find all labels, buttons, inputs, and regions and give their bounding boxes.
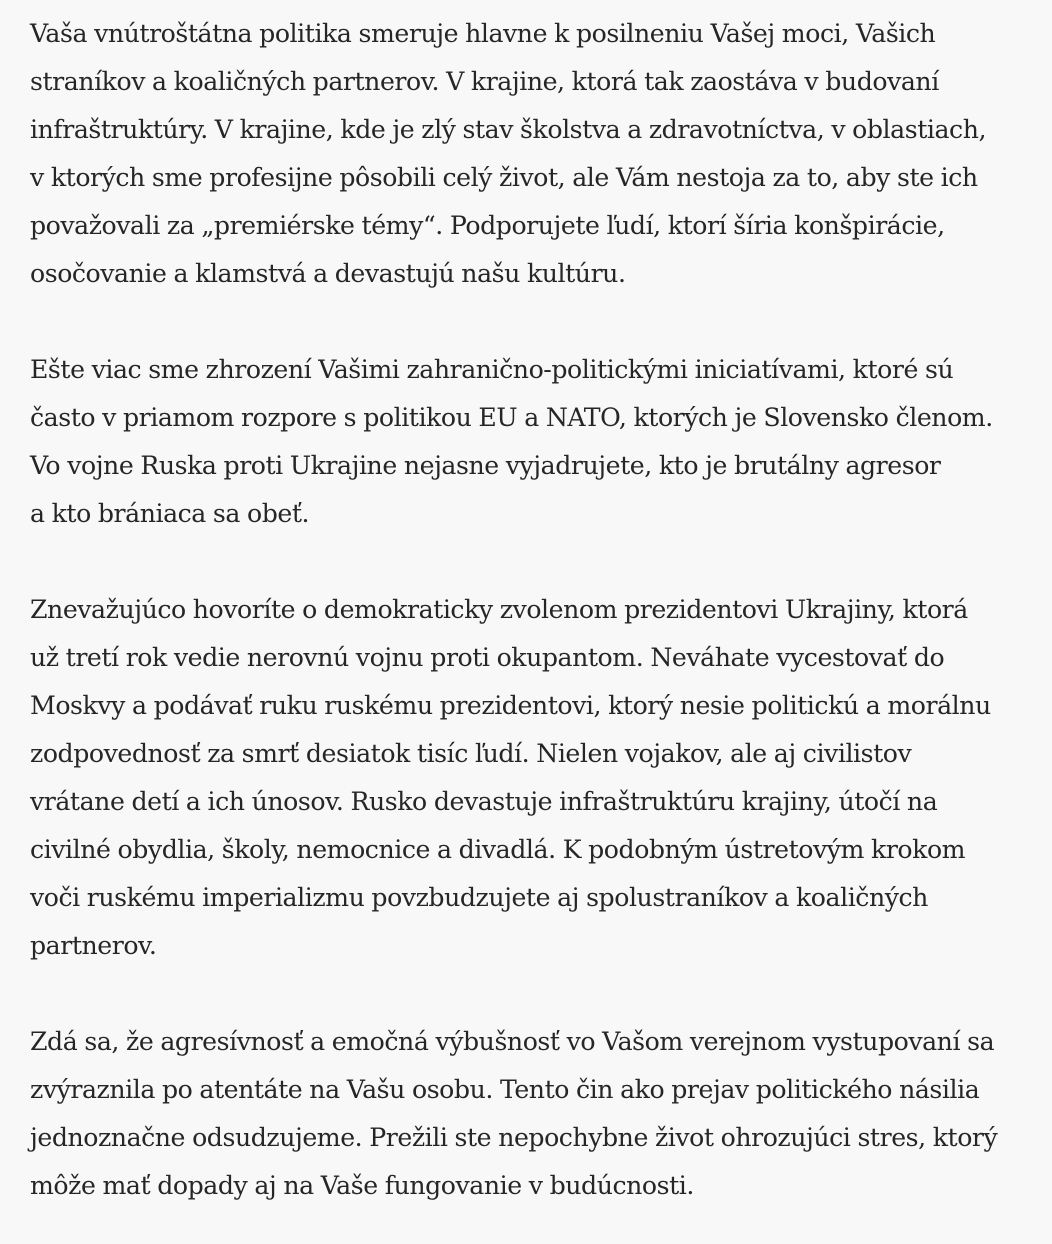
text-line: osočovanie a klamstvá a devastujú našu kultúru. bbox=[30, 259, 626, 288]
text-line: považovali za „premiérske témy“. Podporujete ľudí, ktorí šíria konšpirácie, bbox=[30, 211, 945, 240]
text-line: a kto brániaca sa obeť. bbox=[30, 499, 310, 528]
text-line: už tretí rok vedie nerovnú vojnu proti okupantom. Neváhate vycestovať do bbox=[30, 643, 945, 672]
text-line: často v priamom rozpore s politikou EU a NATO, ktorých je Slovensko členom. bbox=[30, 403, 993, 432]
article-body bbox=[30, 10, 1040, 1210]
paragraph-foreign-policy bbox=[30, 346, 1040, 538]
text-line: Vo vojne Ruska proti Ukrajine nejasne vyjadrujete, kto je brutálny agresor bbox=[30, 451, 941, 480]
text-line: Ešte viac sme zhrození Vašimi zahranično-politickými iniciatívami, ktoré sú bbox=[30, 355, 954, 384]
text-line: zvýraznila po atentáte na Vašu osobu. Tento čin ako prejav politického násilia bbox=[30, 1075, 980, 1104]
paragraph-attack bbox=[30, 1018, 1040, 1210]
paragraph-domestic-policy bbox=[30, 10, 1040, 298]
text-line: v ktorých sme profesijne pôsobili celý život, ale Vám nestoja za to, aby ste ich bbox=[30, 163, 978, 192]
text-line: môže mať dopady aj na Vaše fungovanie v budúcnosti. bbox=[30, 1171, 694, 1200]
text-line: infraštruktúry. V krajine, kde je zlý stav školstva a zdravotníctva, v oblastiach, bbox=[30, 115, 987, 144]
text-line: Moskvy a podávať ruku ruskému prezidentovi, ktorý nesie politickú a morálnu bbox=[30, 691, 991, 720]
paragraph-ukraine bbox=[30, 586, 1040, 970]
text-line: Zdá sa, že agresívnosť a emočná výbušnosť vo Vašom verejnom vystupovaní sa bbox=[30, 1027, 995, 1056]
text-line: zodpovednosť za smrť desiatok tisíc ľudí. Nielen vojakov, ale aj civilistov bbox=[30, 739, 912, 768]
text-line: Znevažujúco hovoríte o demokraticky zvolenom prezidentovi Ukrajiny, ktorá bbox=[30, 595, 968, 624]
text-line: Vaša vnútroštátna politika smeruje hlavne k posilneniu Vašej moci, Vašich bbox=[30, 19, 936, 48]
text-line: vrátane detí a ich únosov. Rusko devastuje infraštruktúru krajiny, útočí na bbox=[30, 787, 938, 816]
text-line: voči ruskému imperializmu povzbudzujete aj spolustraníkov a koaličných bbox=[30, 883, 928, 912]
text-line: partnerov. bbox=[30, 931, 157, 960]
text-line: civilné obydlia, školy, nemocnice a divadlá. K podobným ústretovým krokom bbox=[30, 835, 966, 864]
text-line: straníkov a koaličných partnerov. V krajine, ktorá tak zaostáva v budovaní bbox=[30, 67, 939, 96]
text-line: jednoznačne odsudzujeme. Prežili ste nepochybne život ohrozujúci stres, ktorý bbox=[30, 1123, 998, 1152]
